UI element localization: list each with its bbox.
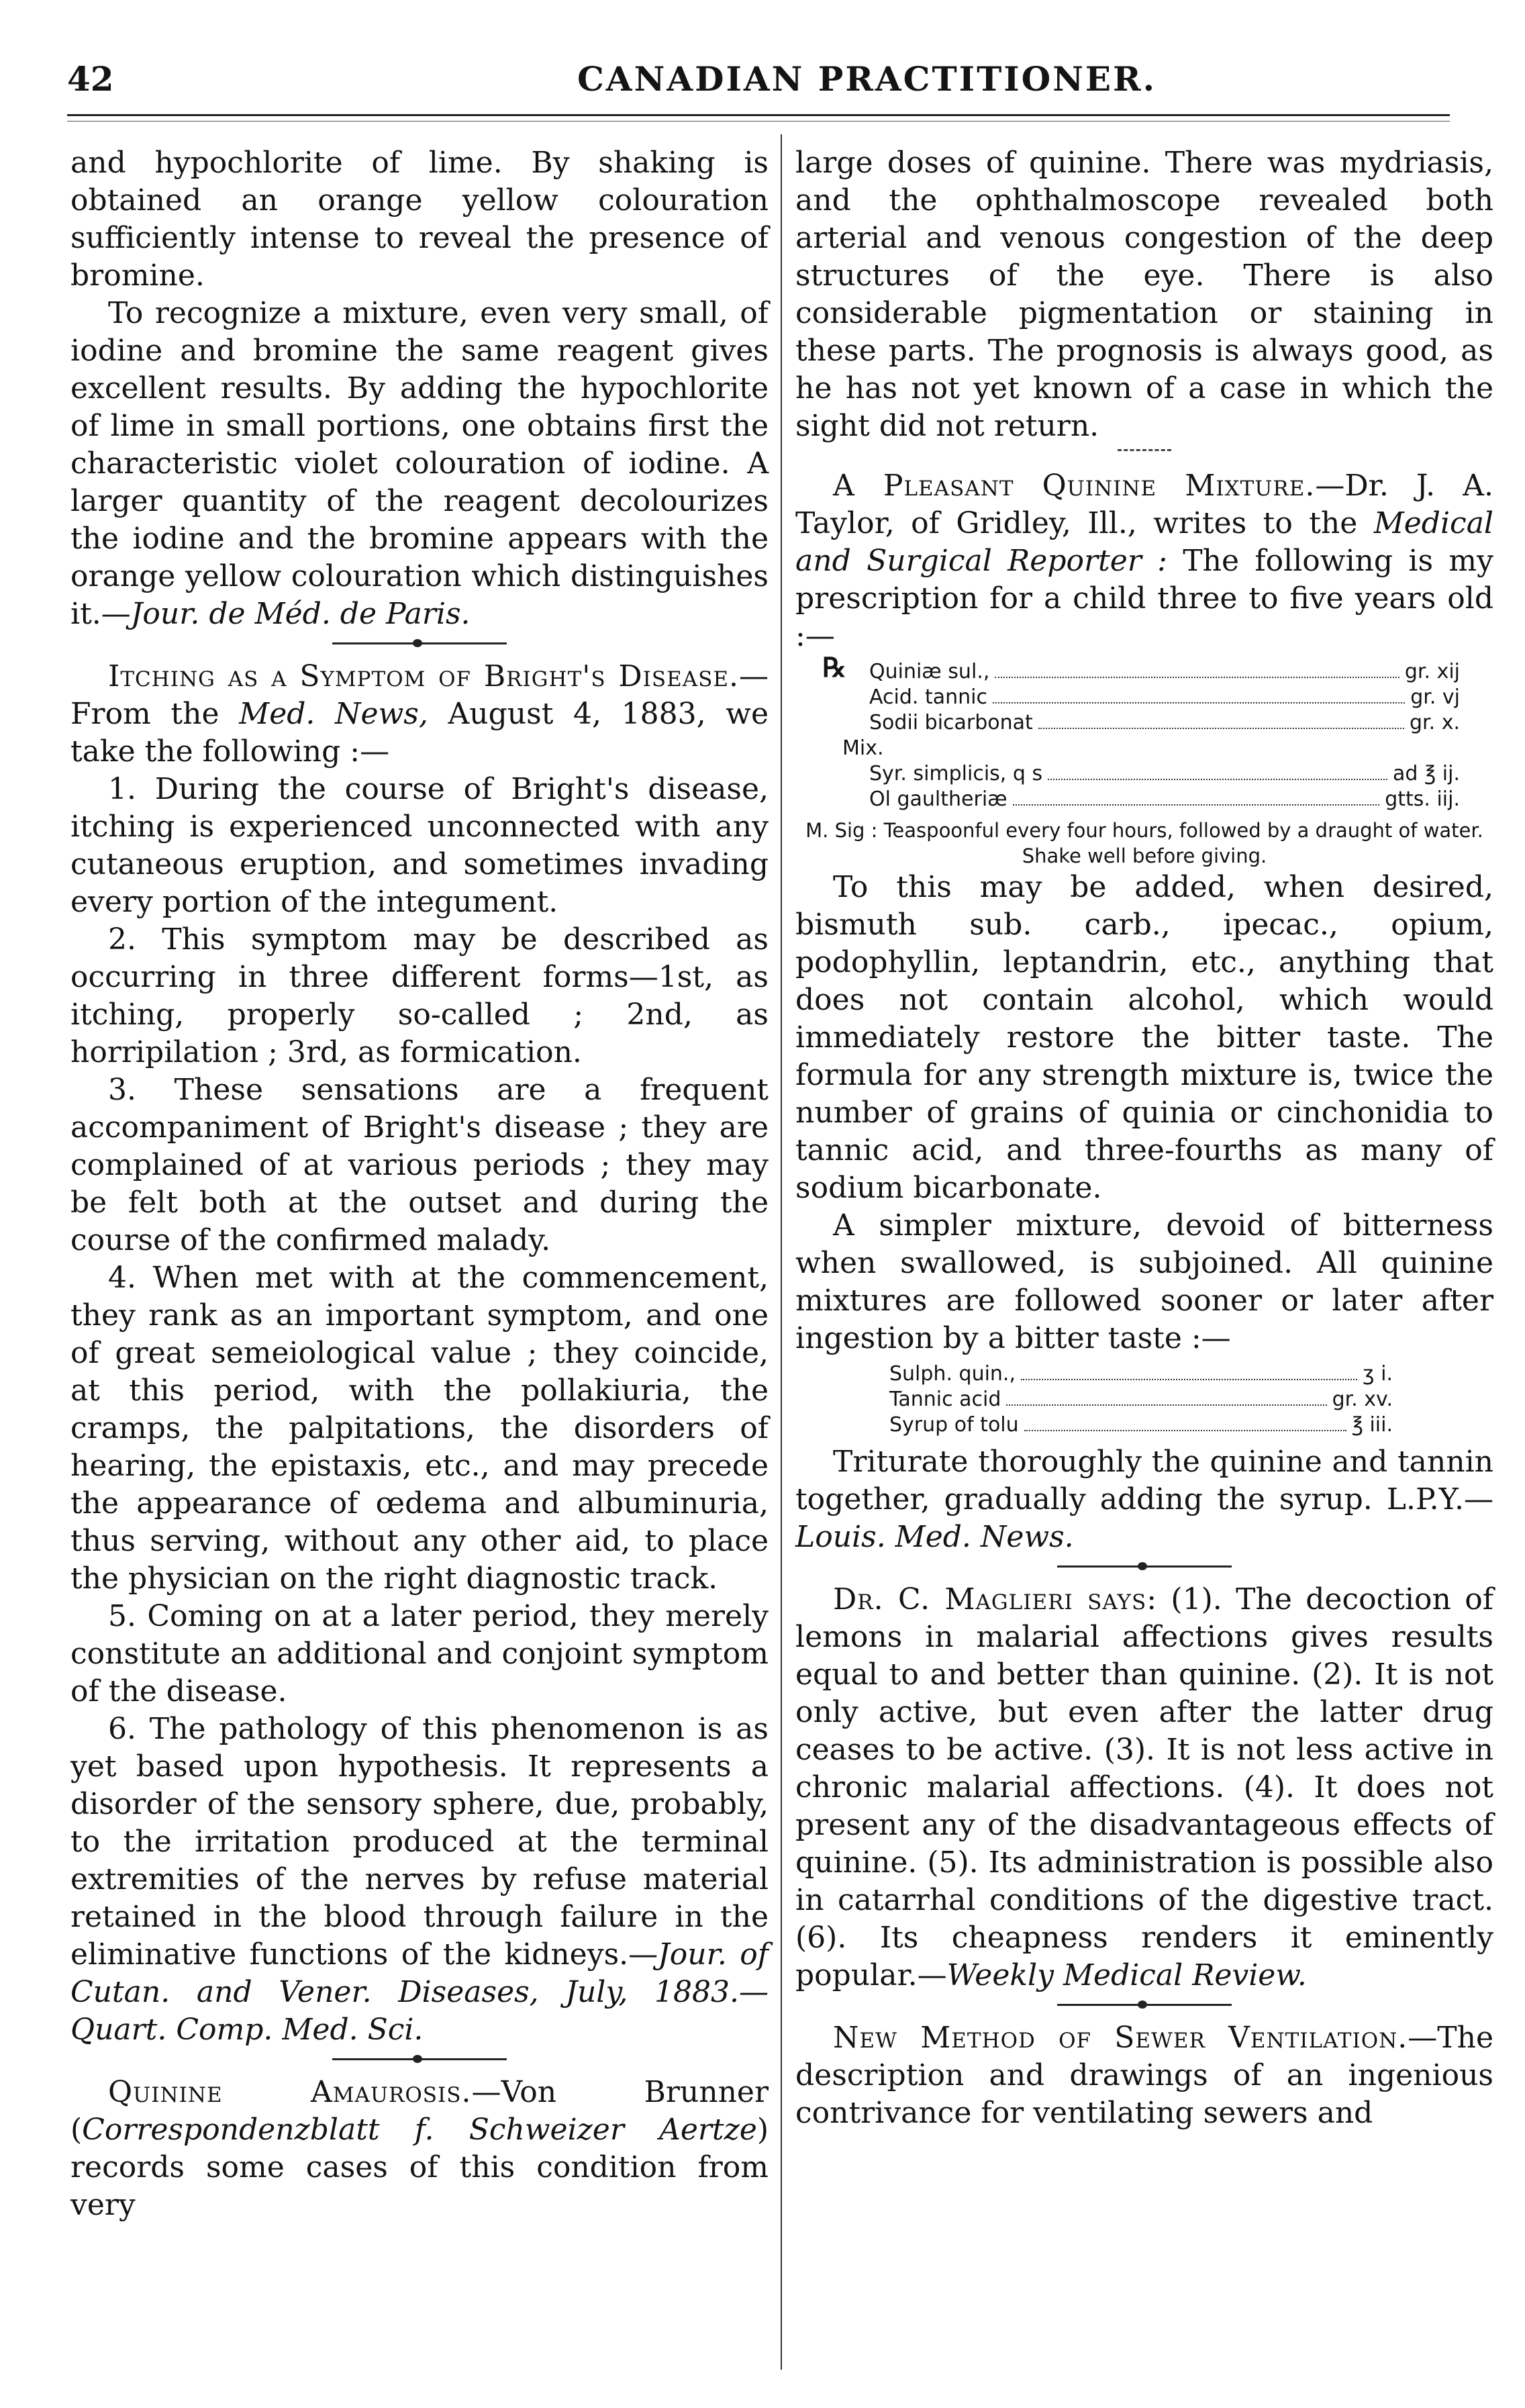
paragraph-maglieri [795, 1581, 1493, 1994]
prescription-row: Sodii bicarbonat gr. x. [869, 711, 1460, 734]
column-divider [781, 134, 782, 2370]
citation: Louis. Med. News. [795, 1520, 1074, 1554]
source-name: Med. News, [239, 697, 428, 731]
paragraph-triturate [795, 1443, 1493, 1556]
page-header [67, 59, 1450, 113]
paragraph-quinine-continued: large doses of quinine. There was mydriasis, and the ophthalmoscope revealed both arterial and venous congestion of the deep structures of the eye. There is also considerable pigmentation or staining in these parts. The prognosis is always good, as he has not yet known of a case in which the sight did not return. [795, 146, 1493, 443]
list-item: 1. During the course of Bright's disease, itching is experienced unconnected with any cutaneous eruption, and sometimes invading every portion of the integument. [70, 772, 769, 919]
prescription-signature: M. Sig : Teaspoonful every four hours, followed by a draught of water. Shake well before giving. [805, 819, 1483, 867]
section-separator-small [1118, 449, 1171, 451]
pleasant-text: —Dr. J. A. Taylor, of Gridley, Ill., writes to the [795, 469, 1493, 540]
list-item [70, 1711, 769, 2049]
amaurosis-text-2: ) records some cases of this condition from very [70, 2113, 769, 2222]
list-item: 3. These sensations are a frequent accompaniment of Bright's disease ; they are complained of at various periods ; they may be felt both at the outset and during the course of the confirmed malady. [70, 1073, 769, 1257]
source-name: Medical and Surgical Reporter : [795, 506, 1493, 578]
paragraph-amaurosis [70, 2074, 769, 2224]
citation: Jour. de Méd. de Paris. [130, 597, 471, 631]
amaurosis-text: —Von Brunner ( [70, 2075, 769, 2147]
paragraph-simpler-mixture: A simpler mixture, devoid of bitterness when swallowed, is subjoined. All quinine mixtures are followed sooner or later after ingestion by a bitter taste :— [795, 1208, 1493, 1355]
section-separator [332, 2058, 507, 2060]
triturate-text: Triturate thoroughly the quinine and tannin together, gradually adding the syrup. L.P.Y.— [795, 1445, 1493, 1516]
prescription-row: Tannic acid gr. xv. [889, 1388, 1393, 1411]
mix-label: Mix. [842, 736, 884, 760]
article-heading-itching: Itching as a Symptom of Bright's Disease. [108, 659, 739, 693]
header-rule-thin [67, 121, 1450, 122]
article-heading-maglieri: Dr. C. Maglieri says: [833, 1582, 1158, 1617]
paragraph-iodine-bromine [70, 295, 769, 633]
article-heading-pleasant-mixture: A Pleasant Quinine Mixture. [833, 469, 1316, 503]
prescription-row: Acid. tannic gr. vj [869, 685, 1460, 709]
right-column [795, 144, 1493, 2132]
paragraph-pleasant-mixture [795, 467, 1493, 655]
list-item-text: 6. The pathology of this phenomenon is as yet based upon hypothesis. It represents a disorder of the sensory sphere, due, probably, to the irritation produced at the terminal extremities of the nerves by refuse material retained in the blood through failure in the eliminative functions of the kidneys.— [70, 1712, 769, 1972]
running-title: CANADIAN PRACTITIONER. [577, 59, 1157, 99]
intro-text-2: August 4, 1883, we take the following :— [70, 697, 769, 769]
paragraph-additions: To this may be added, when desired, bismuth sub. carb., ipecac., opium, podophyllin, leptandrin, etc., anything that does not contain alcohol, which would immediately restore the bitter taste. The formula for any strength mixture is, twice the number of grains of quinia or cinchonidia to tannic acid, and three-fourths as many of sodium bicarbonate. [795, 870, 1493, 1205]
list-item: 4. When met with at the commencement, they rank as an important symptom, and one of great semeiological value ; they coincide, at this period, with the pollakiuria, the cramps, the palpitations, the disorders of hearing, the epistaxis, etc., and may precede the appearance of œdema and albuminuria, thus serving, without any other aid, to place the physician on the right diagnostic track. [70, 1261, 769, 1596]
recipe-symbol: ℞ [822, 652, 846, 683]
article-heading-amaurosis: Quinine Amaurosis. [108, 2075, 472, 2109]
paragraph-bromine: and hypochlorite of lime. By shaking is obtained an orange yellow colouration sufficiently intense to reveal the presence of bromine. [70, 146, 769, 293]
prescription-row: Quiniæ sul., gr. xij [869, 660, 1460, 683]
sewer-text: —The description and drawings of an ingenious contrivance for ventilating sewers and [795, 2021, 1493, 2130]
source-name: Correspondenzblatt f. Schweizer Aertze [82, 2113, 757, 2147]
section-separator [1057, 1566, 1232, 1568]
prescription-block [795, 652, 1493, 812]
pleasant-text-2: The following is my prescription for a child three to five years old :— [795, 544, 1493, 653]
prescription-row: Syrup of tolu ℥ iii. [889, 1413, 1393, 1437]
paragraph-iodine-text: To recognize a mixture, even very small, of iodine and bromine the same reagent gives excellent results. By adding the hypochlorite of lime in small portions, one obtains first the characteristic violet colouration of iodine. A larger quantity of the reagent decolourizes the iodine and the bromine appears with the orange yellow colouration which distinguishes it.— [70, 296, 769, 631]
citation: Jour. of Cutan. and Vener. Diseases, July, 1883.—Quart. Comp. Med. Sci. [70, 1937, 769, 2047]
prescription-row: Ol gaultheriæ gtts. iij. [869, 787, 1460, 811]
paragraph-sewer [795, 2019, 1493, 2132]
list-item: 2. This symptom may be described as occurring in three different forms—1st, as itching, properly so-called ; 2nd, as horripilation ; 3rd, as formication. [70, 922, 769, 1069]
page-number: 42 [67, 59, 114, 99]
paragraph-itching-intro [70, 658, 769, 771]
citation: Weekly Medical Review. [946, 1958, 1307, 1992]
article-heading-sewer: New Method of Sewer Ventilation. [833, 2021, 1408, 2055]
prescription-block-2 [795, 1361, 1493, 1438]
prescription-row: Sulph. quin., ʒ i. [889, 1362, 1393, 1386]
list-item: 5. Coming on at a later period, they merely constitute an additional and conjoint symptom of the disease. [70, 1599, 769, 1708]
intro-text: —From the [70, 659, 769, 731]
section-separator [332, 642, 507, 644]
prescription-row: Syr. simplicis, q s ad ℥ ij. [869, 762, 1460, 785]
left-column [70, 144, 769, 2224]
header-rule [67, 114, 1450, 116]
maglieri-text: (1). The decoction of lemons in malarial affections gives results equal to and better than quinine. (2). It is not only active, but even after the latter drug ceases to be active. (3). It is not less active in chronic malarial affections. (4). It does not present any of the disadvantageous effects of quinine. (5). Its administration is possible also in catarrhal conditions of the digestive tract. (6). Its cheapness renders it eminently popular.— [795, 1582, 1493, 1992]
section-separator [1057, 2004, 1232, 2006]
